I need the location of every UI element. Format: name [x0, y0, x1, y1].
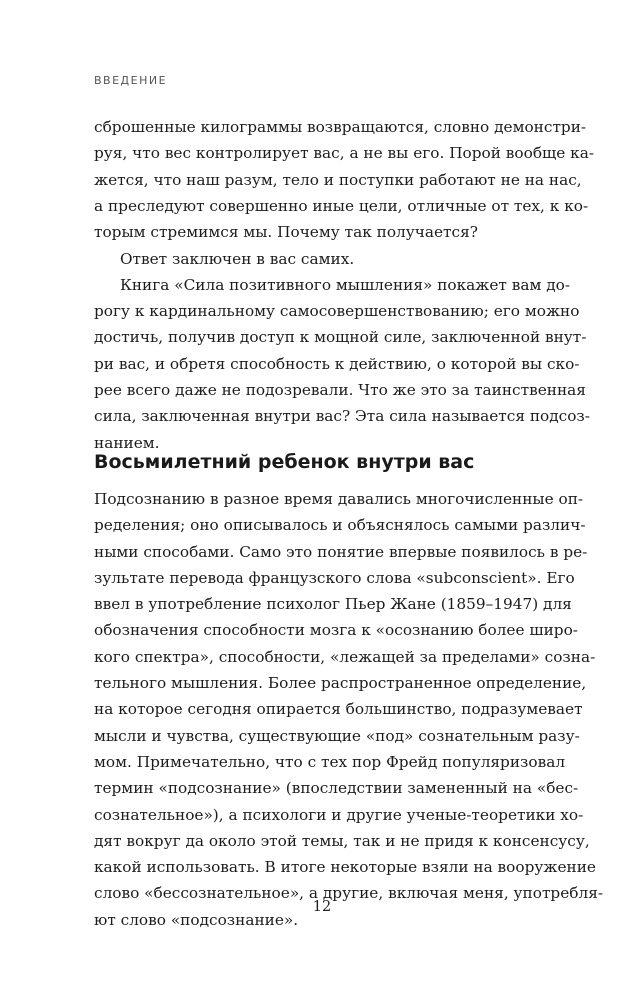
text-line: на которое сегодня опирается большинство, подразумевает	[94, 700, 583, 719]
running-head: ВВЕДЕНИЕ	[94, 74, 168, 87]
text-line: рее всего даже не подозревали. Что же это за таинственная	[94, 380, 586, 399]
text-line: какой использовать. В итоге некоторые взяли на вооружение	[94, 858, 596, 877]
text-line: торым стремимся мы. Почему так получается?	[94, 223, 478, 242]
text-line: ными способами. Само это понятие впервые появилось в ре-	[94, 542, 588, 561]
text-line: мом. Примечательно, что с тех пор Фрейд популяризовал	[94, 752, 566, 771]
text-line: ввел в употребление психолог Пьер Жане (1859–1947) для	[94, 595, 572, 614]
text-line: ют слово «подсознание».	[94, 910, 299, 929]
text-line: жется, что наш разум, тело и поступки работают не на нас,	[94, 170, 582, 189]
text-line: нанием.	[94, 433, 160, 452]
text-line: обозначения способности мозга к «осознанию более широ-	[94, 621, 578, 640]
text-line: кого спектра», способности, «лежащей за пределами» созна-	[94, 647, 596, 666]
text-line: Подсознанию в разное время давались многочисленные оп-	[94, 490, 584, 508]
book-paragraph	[94, 272, 590, 456]
section-paragraph	[94, 486, 604, 933]
text-line: ри вас, и обретя способность к действию, о которой вы ско-	[94, 354, 580, 373]
text-line: мысли и чувства, существующие «под» сознательным разу-	[94, 726, 580, 745]
text-line: а преследуют совершенно иные цели, отличные от тех, к ко-	[94, 196, 589, 215]
text-line: Ответ заключен в вас самих.	[120, 249, 355, 268]
text-line: рогу к кардинальному самосовершенствованию; его можно	[94, 302, 580, 321]
text-line: зультате перевода французского слова «subconscient». Его	[94, 568, 575, 587]
text-line: достичь, получив доступ к мощной силе, заключенной внут-	[94, 328, 587, 347]
text-line: термин «подсознание» (впоследствии замененный на «бес-	[94, 779, 579, 798]
text-line: руя, что вес контролирует вас, а не вы его. Порой вообще ка-	[94, 144, 595, 163]
answer-paragraph	[94, 246, 550, 272]
text-line: дят вокруг да около этой темы, так и не придя к консенсусу,	[94, 831, 590, 850]
text-line: сознательное»), а психологи и другие ученые-теоретики хо-	[94, 805, 584, 824]
text-line: сила, заключенная внутри вас? Эта сила называется подсоз-	[94, 407, 590, 426]
text-line: сброшенные килограммы возвращаются, словно демонстри-	[94, 118, 587, 136]
top-paragraph	[94, 114, 595, 245]
text-line: слово «бессознательное», а другие, включая меня, употребля-	[94, 884, 604, 903]
text-line: тельного мышления. Более распространенное определение,	[94, 674, 587, 693]
section-heading: Восьмилетний ребенок внутри вас	[94, 451, 475, 473]
text-line: ределения; оно описывалось и объяснялось самыми различ-	[94, 516, 586, 535]
text-line: Книга «Сила позитивного мышления» покажет вам до-	[120, 275, 571, 294]
page-number: 12	[312, 899, 332, 915]
